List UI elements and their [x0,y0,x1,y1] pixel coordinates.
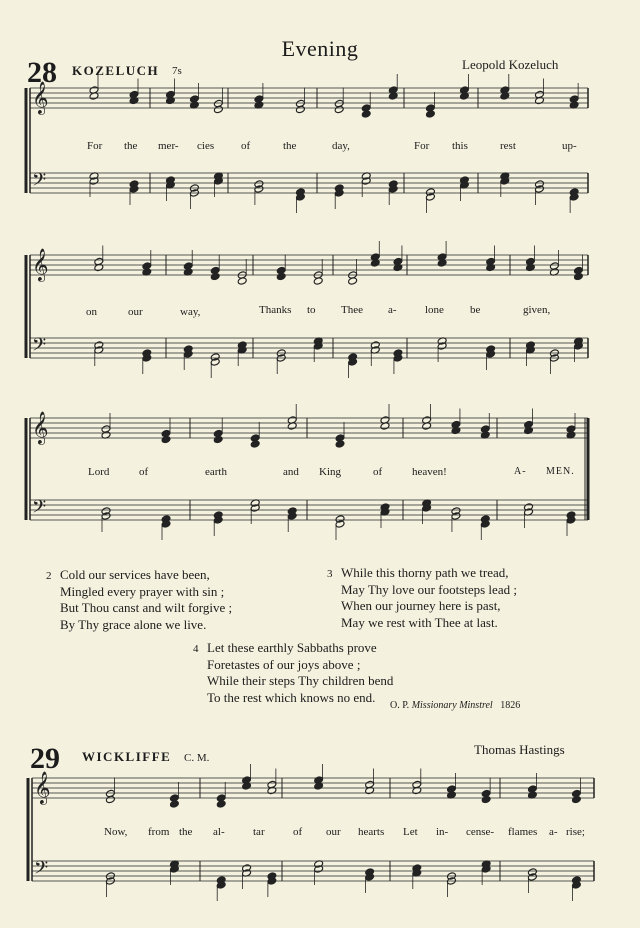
verse-line: Foretastes of our joys above ; [207,656,361,672]
lyric-syllable: earth [205,466,227,478]
verse-line: Cold our services have been, [60,567,210,582]
verse-line: To the rest which knows no end. [207,689,376,705]
lyric-syllable: mer- [158,140,179,152]
lyric-syllable: the [283,140,297,152]
svg-text:𝄞: 𝄞 [32,411,49,444]
lyric-syllable: For [414,140,430,152]
attribution [390,700,520,711]
lyric-syllable: the [179,826,193,838]
lyric-syllable: a- [388,304,397,316]
lyric-syllable: a- [549,826,558,838]
tune-name: KOZELUCH [72,63,160,78]
verse-line: Let these earthly Sabbaths prove [207,640,377,655]
verse-line: When our journey here is past, [341,598,501,613]
lyric-syllable: this [452,140,468,152]
lyric-syllable: up- [562,140,577,152]
meter: 7s [172,65,182,77]
tune-name: WICKLIFFE [82,749,172,764]
svg-text:𝄢: 𝄢 [32,170,47,195]
hymn-number: 28 [27,56,57,89]
lyric-syllable: heaven! [412,466,447,478]
lyric-syllable: our [326,826,341,838]
verse-4 [193,640,394,706]
verse-3 [327,565,517,631]
lyric-syllable: given, [523,304,551,316]
verse-line: May we rest with Thee at last. [341,614,498,630]
lyric-syllable: Now, [104,826,128,838]
lyric-syllable: Lord [88,466,110,478]
attribution-initials: O. P. [390,700,410,711]
page-title: Evening [281,36,359,61]
lyric-syllable: of [139,466,149,478]
lyric-syllable: on [86,306,97,318]
lyric-syllable: Thee [341,304,363,316]
lyric-syllable: cies [197,140,215,152]
lyric-syllable: and [283,466,299,478]
lyric-syllable: the [124,140,138,152]
lyric-syllable: from [148,826,170,838]
lyric-syllable: of [241,140,251,152]
hymn-number: 29 [30,742,60,775]
verse-line: By Thy grace alone we live. [60,616,207,632]
lyric-syllable: tar [253,826,265,838]
lyric-syllable: A- [514,466,527,477]
lyric-syllable: way, [180,306,201,318]
lyric-syllable: Let [403,826,418,838]
lyric-syllable: lone [425,304,444,316]
lyric-syllable: rise; [566,826,585,838]
lyric-syllable: to [307,304,316,316]
verse-number: 3 [327,568,333,580]
svg-text:𝄞: 𝄞 [32,248,49,281]
svg-text:𝄞: 𝄞 [34,771,51,804]
attribution-source: Missionary Minstrel [411,700,493,711]
verse-line: May Thy love our footsteps lead ; [341,581,517,597]
lyric-syllable: in- [436,826,449,838]
lyric-syllable: of [373,466,383,478]
svg-text:𝄢: 𝄢 [32,497,47,522]
meter: C. M. [184,752,210,764]
attribution-year: 1826 [500,700,521,711]
composer: Leopold Kozeluch [462,57,559,72]
composer: Thomas Hastings [474,742,565,757]
verse-line: But Thou canst and wilt forgive ; [60,600,233,615]
svg-text:𝄢: 𝄢 [32,335,47,360]
lyric-syllable: flames [508,826,538,838]
lyric-syllable: cense- [466,826,495,838]
lyric-syllable: MEN. [546,466,575,477]
verse-line: While this thorny path we tread, [341,565,509,580]
lyric-syllable: For [87,140,103,152]
svg-text:𝄞: 𝄞 [32,81,49,114]
lyric-syllable: Thanks [259,304,292,316]
lyric-syllable: day, [332,140,350,152]
verse-line: While their steps Thy children bend [207,673,394,688]
lyric-syllable: hearts [358,826,385,838]
lyric-syllable: be [470,304,481,316]
verse-number: 4 [193,643,199,655]
lyric-syllable: al- [213,826,225,838]
verse-line: Mingled every prayer with sin ; [60,583,225,599]
verse-2 [46,567,233,633]
svg-text:𝄢: 𝄢 [34,858,49,883]
verse-number: 2 [46,570,52,582]
lyric-syllable: of [293,826,303,838]
lyric-syllable: King [319,466,341,478]
lyric-syllable: rest [500,140,516,152]
lyric-syllable: our [128,306,143,318]
